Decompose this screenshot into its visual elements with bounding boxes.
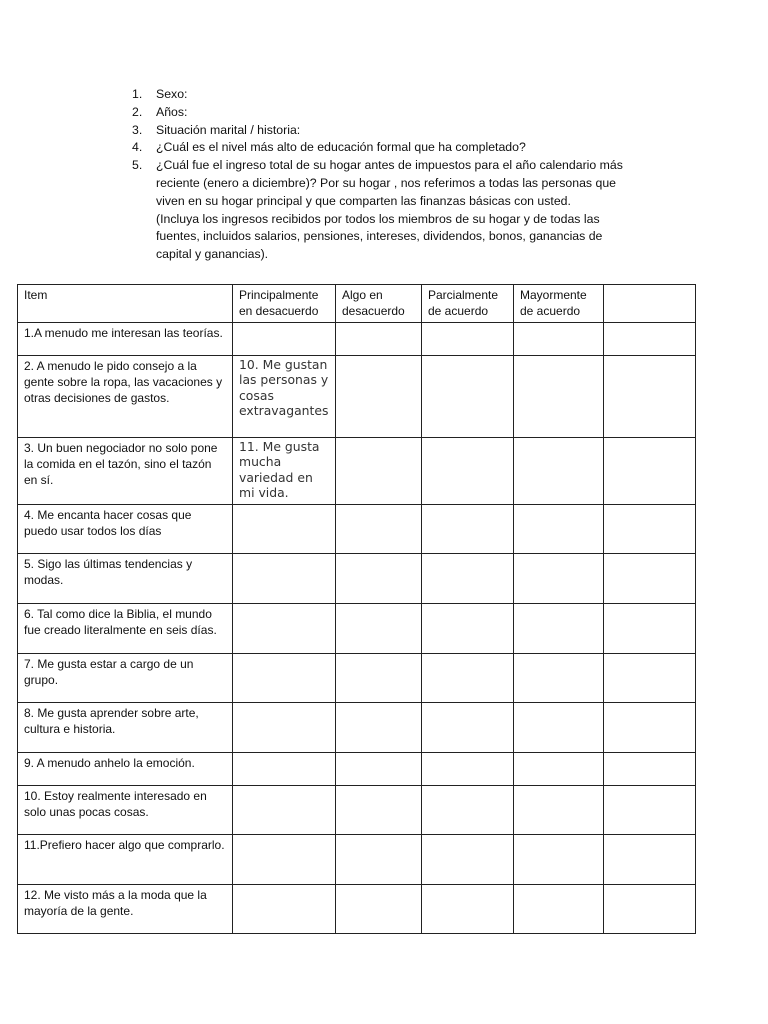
text-box-cell: 11. Me gusta mucha variedad en mi vida. — [233, 437, 336, 504]
item-cell: 11.Prefiero hacer algo que comprarlo. — [18, 834, 233, 884]
header-principalmente-en-desacuerdo: Principalmente en desacuerdo — [233, 285, 336, 323]
response-cell[interactable] — [336, 355, 422, 437]
response-cell[interactable] — [514, 884, 604, 933]
response-cell[interactable] — [422, 504, 514, 553]
response-cell[interactable] — [604, 504, 696, 553]
response-cell[interactable] — [336, 884, 422, 933]
response-cell[interactable] — [233, 653, 336, 702]
response-cell[interactable] — [422, 785, 514, 834]
response-cell[interactable] — [604, 553, 696, 603]
table-row — [18, 322, 696, 355]
response-cell[interactable] — [233, 884, 336, 933]
response-cell[interactable] — [233, 504, 336, 553]
response-cell[interactable] — [422, 752, 514, 785]
response-cell[interactable] — [233, 702, 336, 752]
response-cell[interactable] — [233, 603, 336, 653]
item-cell: 1.A menudo me interesan las teorías. — [18, 322, 233, 355]
item-cell: 3. Un buen negociador no solo pone la comida en el tazón, sino el tazón en sí. — [18, 437, 233, 504]
question-text: Años: — [156, 104, 188, 119]
table-row — [18, 553, 696, 603]
response-cell[interactable] — [233, 553, 336, 603]
question-item — [132, 86, 632, 104]
response-cell[interactable] — [422, 603, 514, 653]
response-cell[interactable] — [604, 834, 696, 884]
response-cell[interactable] — [422, 653, 514, 702]
question-item — [132, 157, 632, 264]
question-number: 1. — [132, 87, 143, 101]
question-number: 5. — [132, 158, 143, 173]
item-cell: 7. Me gusta estar a cargo de un grupo. — [18, 653, 233, 702]
survey-table — [17, 284, 696, 934]
demographic-questions — [132, 86, 632, 264]
table-row — [18, 355, 696, 437]
table-row — [18, 702, 696, 752]
response-cell[interactable] — [604, 437, 696, 504]
response-cell[interactable] — [514, 553, 604, 603]
table-row — [18, 834, 696, 884]
response-cell[interactable] — [514, 355, 604, 437]
text-box-cell: 10. Me gustan las personas y cosas extravagantes — [233, 355, 336, 437]
table-row — [18, 653, 696, 702]
header-parcialmente-de-acuerdo: Parcialmente de acuerdo — [422, 285, 514, 323]
response-cell[interactable] — [604, 785, 696, 834]
response-cell[interactable] — [233, 834, 336, 884]
question-item — [132, 104, 632, 122]
response-cell[interactable] — [514, 752, 604, 785]
response-cell[interactable] — [604, 653, 696, 702]
table-header-row — [18, 285, 696, 323]
response-cell[interactable] — [514, 785, 604, 834]
response-cell[interactable] — [604, 752, 696, 785]
response-cell[interactable] — [422, 884, 514, 933]
response-cell[interactable] — [514, 504, 604, 553]
response-cell[interactable] — [514, 437, 604, 504]
header-mayormente-de-acuerdo: Mayormente de acuerdo — [514, 285, 604, 323]
response-cell[interactable] — [336, 785, 422, 834]
table-row — [18, 785, 696, 834]
question-text: Situación marital / historia: — [156, 122, 301, 137]
response-cell[interactable] — [336, 322, 422, 355]
item-cell: 5. Sigo las últimas tendencias y modas. — [18, 553, 233, 603]
response-cell[interactable] — [422, 437, 514, 504]
header-blank — [604, 285, 696, 323]
table-row — [18, 504, 696, 553]
response-cell[interactable] — [336, 653, 422, 702]
question-item — [132, 122, 632, 140]
response-cell[interactable] — [233, 785, 336, 834]
question-number: 2. — [132, 104, 143, 119]
question-text: ¿Cuál es el nivel más alto de educación formal que ha completado? — [156, 140, 526, 155]
item-cell: 10. Estoy realmente interesado en solo unas pocas cosas. — [18, 785, 233, 834]
response-cell[interactable] — [422, 553, 514, 603]
response-cell[interactable] — [422, 834, 514, 884]
response-cell[interactable] — [514, 603, 604, 653]
item-cell: 6. Tal como dice la Biblia, el mundo fue creado literalmente en seis días. — [18, 603, 233, 653]
question-number: 3. — [132, 122, 143, 137]
response-cell[interactable] — [604, 702, 696, 752]
response-cell[interactable] — [604, 322, 696, 355]
response-cell[interactable] — [514, 322, 604, 355]
item-cell: 12. Me visto más a la moda que la mayoría de la gente. — [18, 884, 233, 933]
question-number: 4. — [132, 140, 143, 155]
response-cell[interactable] — [336, 834, 422, 884]
table-row — [18, 437, 696, 504]
table-row — [18, 603, 696, 653]
response-cell[interactable] — [514, 702, 604, 752]
table-row — [18, 884, 696, 933]
response-cell[interactable] — [336, 553, 422, 603]
response-cell[interactable] — [422, 322, 514, 355]
response-cell[interactable] — [604, 884, 696, 933]
question-item — [132, 139, 632, 157]
response-cell[interactable] — [336, 752, 422, 785]
item-cell: 2. A menudo le pido consejo a la gente sobre la ropa, las vacaciones y otras decisiones de gastos. — [18, 355, 233, 437]
item-cell: 8. Me gusta aprender sobre arte, cultura e historia. — [18, 702, 233, 752]
response-cell[interactable] — [422, 355, 514, 437]
response-cell[interactable] — [336, 437, 422, 504]
item-cell: 4. Me encanta hacer cosas que puedo usar todos los días — [18, 504, 233, 553]
response-cell[interactable] — [233, 322, 336, 355]
response-cell[interactable] — [233, 752, 336, 785]
question-text: Sexo: — [156, 87, 188, 101]
header-algo-en-desacuerdo: Algo en desacuerdo — [336, 285, 422, 323]
header-item: Item — [18, 285, 233, 323]
table-row — [18, 752, 696, 785]
response-cell[interactable] — [514, 834, 604, 884]
response-cell[interactable] — [604, 355, 696, 437]
response-cell[interactable] — [422, 702, 514, 752]
response-cell[interactable] — [514, 653, 604, 702]
response-cell[interactable] — [604, 603, 696, 653]
response-cell[interactable] — [336, 702, 422, 752]
response-cell[interactable] — [336, 603, 422, 653]
question-text: ¿Cuál fue el ingreso total de su hogar antes de impuestos para el año calendario más reciente (enero a diciembre)? Por su hogar , nos referimos a todas las personas que viven en su hogar principal y que comparten las finanzas básicas con usted. — [156, 158, 623, 208]
question-note: (Incluya los ingresos recibidos por todos los miembros de su hogar y de todas las fuentes, incluidos salarios, pensiones, intereses, dividendos, bonos, ganancias de capital y ganancias). — [156, 211, 603, 262]
response-cell[interactable] — [336, 504, 422, 553]
item-cell: 9. A menudo anhelo la emoción. — [18, 752, 233, 785]
